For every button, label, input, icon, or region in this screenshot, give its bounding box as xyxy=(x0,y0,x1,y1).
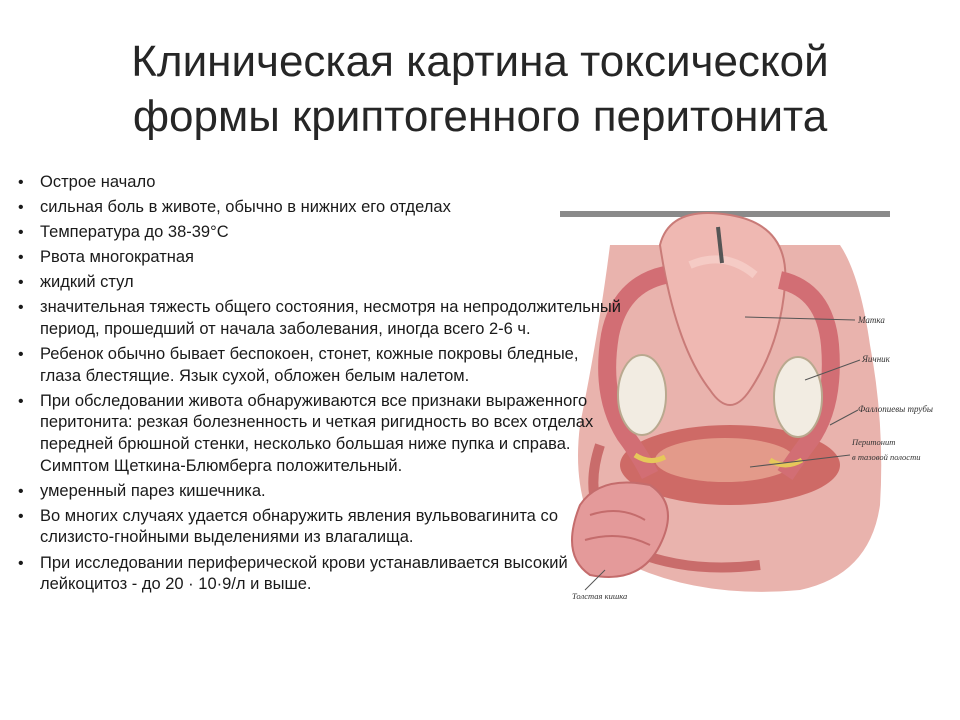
bullet-item: • значительная тяжесть общего состояния, несмотря на непродолжительный период, прошедший от начала заболевания, иногда всего 2-6 ч. xyxy=(14,297,624,340)
label-colon: Толстая кишка xyxy=(572,591,628,601)
bullet-item: • умеренный парез кишечника. xyxy=(14,481,624,503)
slide-title xyxy=(40,34,920,144)
bullet-list xyxy=(14,172,624,599)
label-ovary: Яичник xyxy=(862,354,890,364)
bullet-item: • Температура до 38-39°С xyxy=(14,222,624,244)
slide-title-line-2: формы криптогенного перитонита xyxy=(132,92,828,141)
bullet-item: • жидкий стул xyxy=(14,272,624,294)
label-uterus: Матка xyxy=(858,315,885,325)
bullet-item: • сильная боль в животе, обычно в нижних его отделах xyxy=(14,197,624,219)
bullet-item: • Во многих случаях удается обнаружить явления вульвовагинита со слизисто-гнойными выделениями из влагалища. xyxy=(14,506,624,549)
bullet-item: • Рвота многократная xyxy=(14,247,624,269)
bullet-item: • При исследовании периферической крови устанавливается высокий лейкоцитоз - до 20 · 10·9/л и выше. xyxy=(14,553,624,596)
bullet-item: • Ребенок обычно бывает беспокоен, стонет, кожные покровы бледные, глаза блестящие. Язык сухой, обложен белым налетом. xyxy=(14,344,624,387)
slide-title-line-1: Клиническая картина токсической xyxy=(131,37,829,86)
label-peritoneum-1: Перитонит xyxy=(852,437,896,447)
bullet-item: • Острое начало xyxy=(14,172,624,194)
bullet-item: • При обследовании живота обнаруживаются все признаки выраженного перитонита: резкая болезненность и четкая ригидность во всех отделах передней брюшной стенки, несколько большая ниже пупка и справа. Симптом Щеткина-Блюмберга положительный. xyxy=(14,391,624,477)
label-tubes: Фаллопиевы трубы xyxy=(858,404,933,414)
label-peritoneum-2: в тазовой полости xyxy=(852,452,921,462)
